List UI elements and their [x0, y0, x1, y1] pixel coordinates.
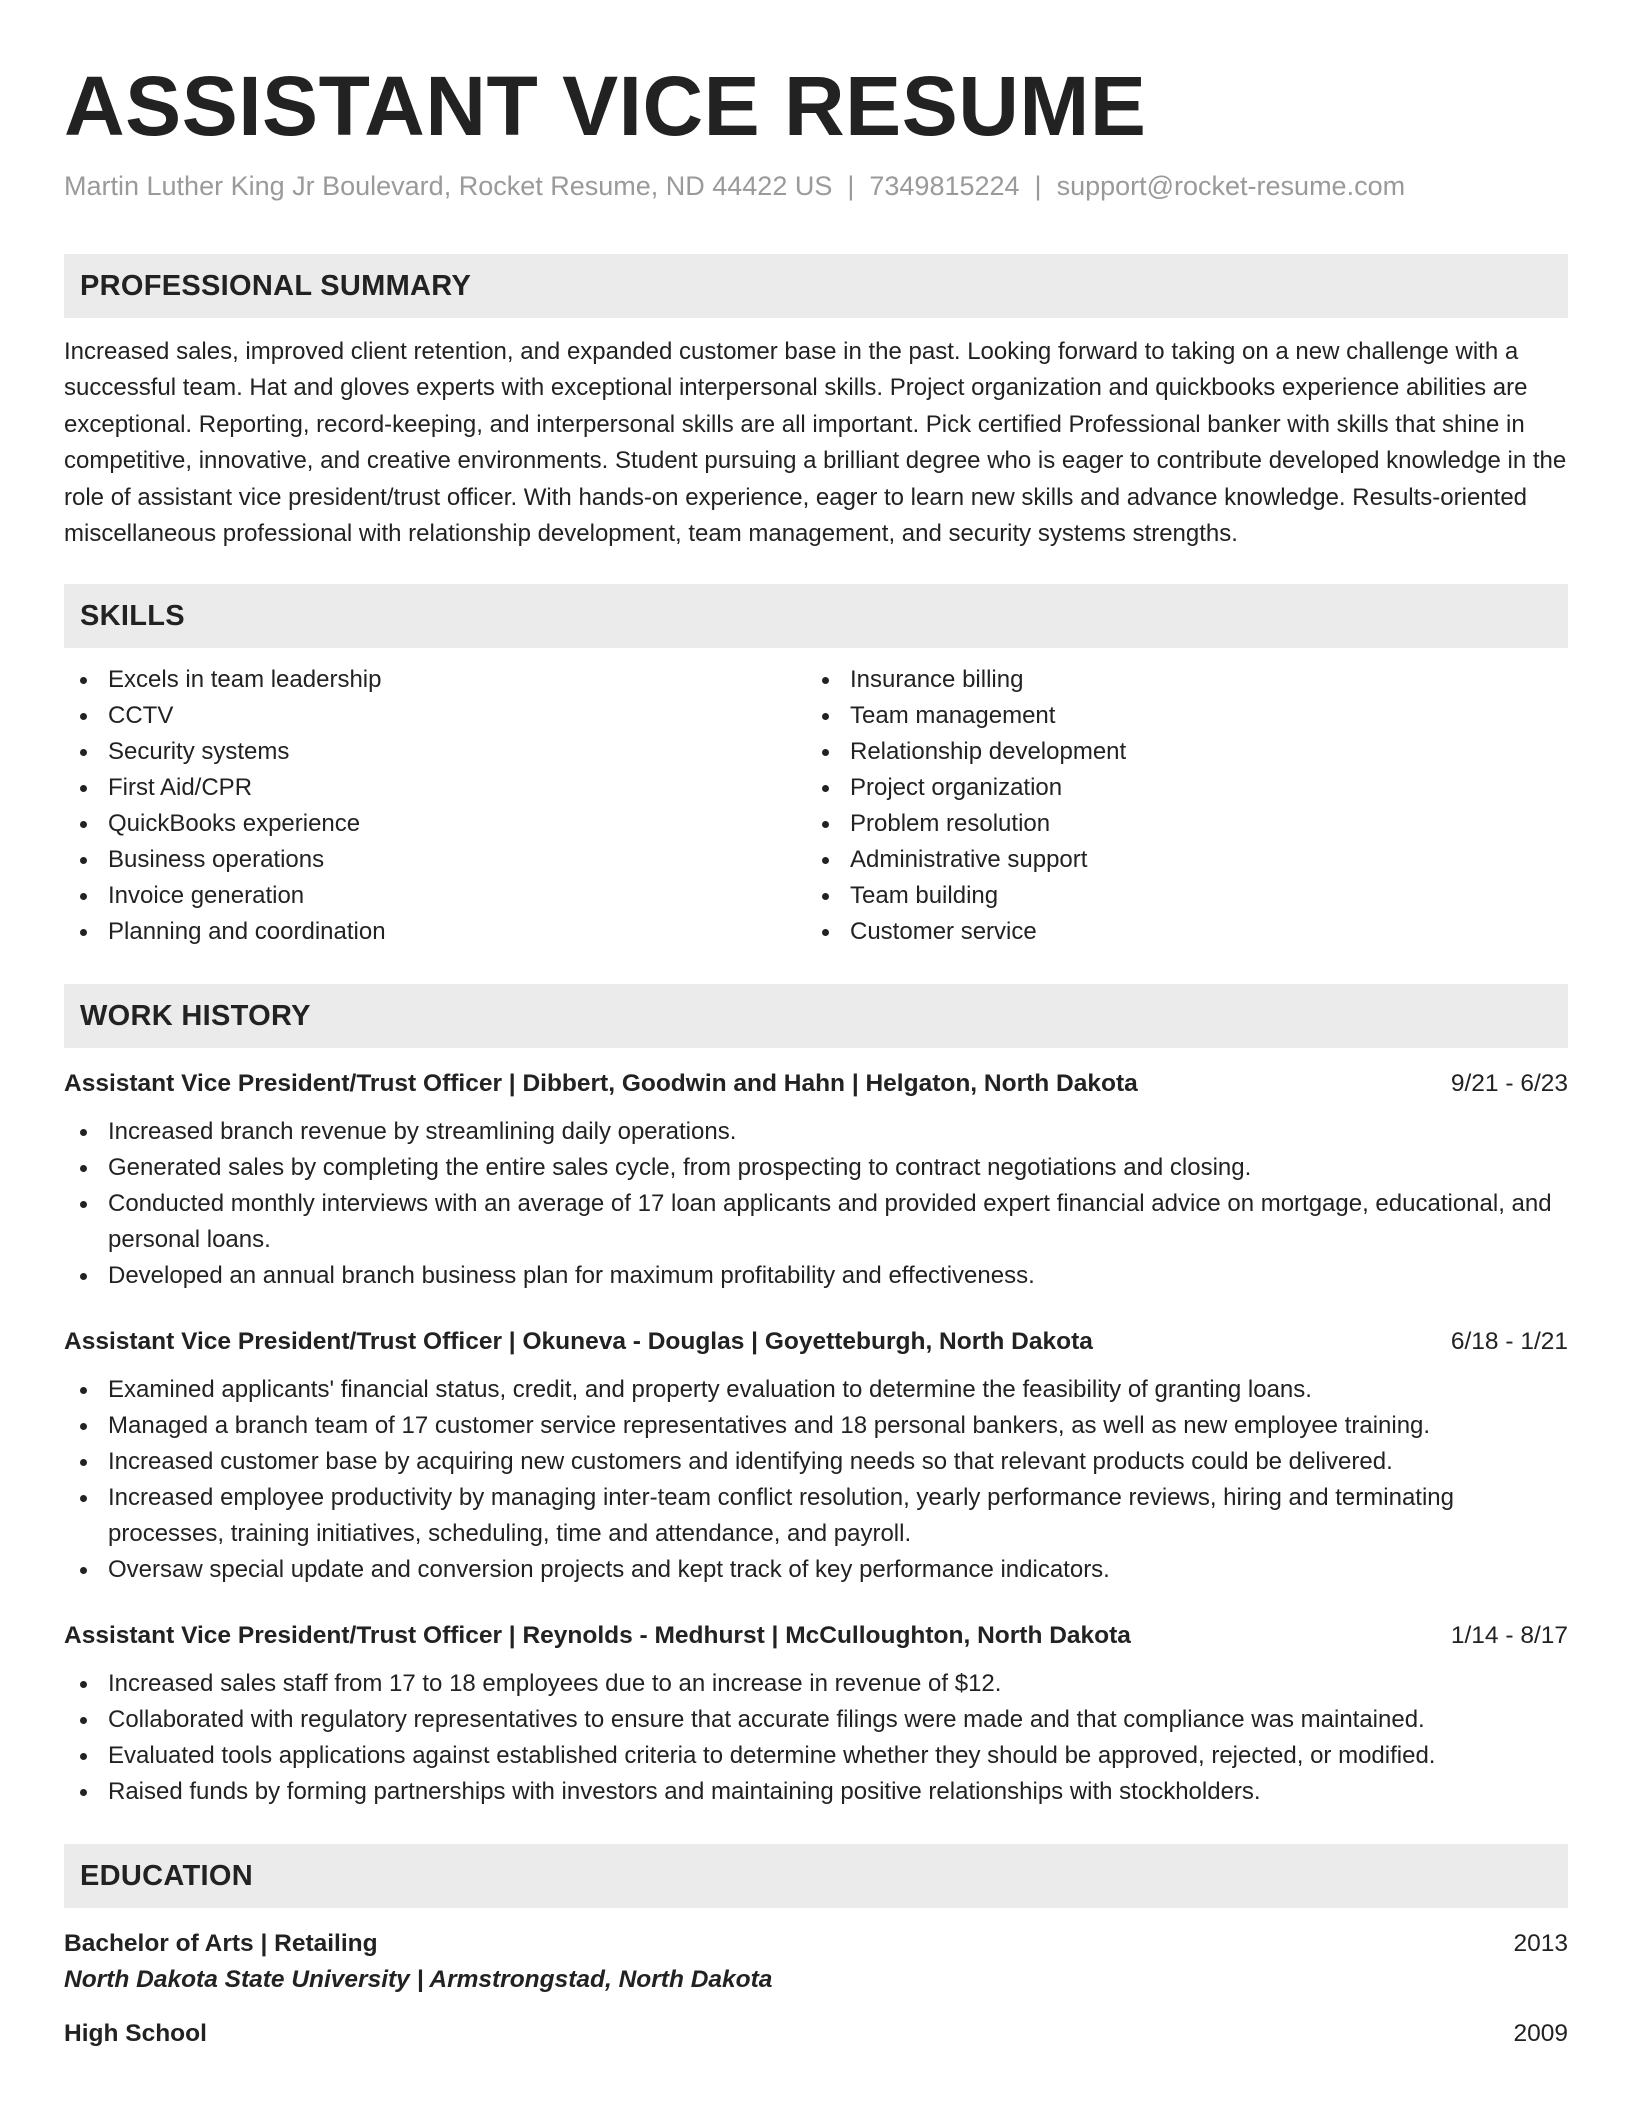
education-year: 2013 [1513, 1930, 1568, 1958]
job-title: Assistant Vice President/Trust Officer | Reynolds - Medhurst | McCulloughton, North Dakota [64, 1622, 1131, 1650]
skills-grid [64, 662, 1568, 950]
education-degree: Bachelor of Arts | Retailing [64, 1930, 378, 1958]
skill-item: QuickBooks experience [64, 806, 806, 842]
contact-separator: | [1034, 171, 1042, 201]
job-bullet: Oversaw special update and conversion projects and kept track of key performance indicators. [64, 1552, 1568, 1588]
contact-email: support@rocket-resume.com [1056, 171, 1406, 201]
job-dates: 1/14 - 8/17 [1450, 1622, 1568, 1650]
skills-list-left [64, 662, 806, 950]
skill-item: Business operations [64, 842, 806, 878]
skill-item: Relationship development [806, 734, 1548, 770]
job-dates: 9/21 - 6/23 [1450, 1070, 1568, 1098]
skill-item: Project organization [806, 770, 1548, 806]
job-bullets [64, 1372, 1568, 1588]
resume-title: ASSISTANT VICE RESUME [64, 59, 1147, 153]
skill-item: Team building [806, 878, 1548, 914]
job-title: Assistant Vice President/Trust Officer | Dibbert, Goodwin and Hahn | Helgaton, North Dakota [64, 1070, 1138, 1098]
job-title: Assistant Vice President/Trust Officer | Okuneva - Douglas | Goyetteburgh, North Dakota [64, 1328, 1093, 1356]
job-entry [64, 1324, 1568, 1588]
job-bullets [64, 1114, 1568, 1294]
summary-text: Increased sales, improved client retention, and expanded customer base in the past. Looking forward to taking on a new challenge with a successful team. Hat and gloves experts with exceptional interpersonal skills. Project organization and quickbooks experience abilities are exceptional. Reporting, record-keeping, and interpersonal skills are all important. Pick certified Professional banker with skills that shine in competitive, innovative, and creative environments. Student pursuing a brilliant degree who is eager to contribute developed knowledge in the role of assistant vice president/trust officer. With hands-on experience, eager to learn new skills and advance knowledge. Results-oriented miscellaneous professional with relationship development, team management, and security systems strengths. [64, 338, 1567, 548]
job-header [64, 1324, 1568, 1360]
skill-item: Team management [806, 698, 1548, 734]
job-bullets [64, 1666, 1568, 1810]
job-header [64, 1066, 1568, 1102]
job-bullet: Collaborated with regulatory representatives to ensure that accurate filings were made and that compliance was maintained. [64, 1702, 1568, 1738]
skill-item: Administrative support [806, 842, 1548, 878]
contact-address: Martin Luther King Jr Boulevard, Rocket Resume, ND 44422 US [64, 171, 833, 201]
job-bullet: Raised funds by forming partnerships with investors and maintaining positive relationships with stockholders. [64, 1774, 1568, 1810]
job-entry [64, 1066, 1568, 1294]
resume-page [64, 0, 1568, 2052]
skill-item: Problem resolution [806, 806, 1548, 842]
job-bullet: Developed an annual branch business plan for maximum profitability and effectiveness. [64, 1258, 1568, 1294]
education-header [64, 1926, 1568, 1962]
education-degree: High School [64, 2020, 207, 2048]
education-year: 2009 [1513, 2020, 1568, 2048]
skill-item: Invoice generation [64, 878, 806, 914]
job-entry [64, 1618, 1568, 1810]
contact-phone: 7349815224 [869, 171, 1020, 201]
skill-item: CCTV [64, 698, 806, 734]
skill-item: Planning and coordination [64, 914, 806, 950]
section-header-education: EDUCATION [64, 1844, 1568, 1908]
job-bullet: Increased sales staff from 17 to 18 employees due to an increase in revenue of $12. [64, 1666, 1568, 1702]
job-bullet: Managed a branch team of 17 customer service representatives and 18 personal bankers, as well as new employee training. [64, 1408, 1568, 1444]
job-bullet: Generated sales by completing the entire sales cycle, from prospecting to contract negotiations and closing. [64, 1150, 1568, 1186]
job-bullet: Increased branch revenue by streamlining daily operations. [64, 1114, 1568, 1150]
contact-line [64, 168, 1568, 204]
section-header-skills: SKILLS [64, 584, 1568, 648]
section-header-work-history: WORK HISTORY [64, 984, 1568, 1048]
job-bullet: Examined applicants' financial status, credit, and property evaluation to determine the feasibility of granting loans. [64, 1372, 1568, 1408]
education-entry [64, 2016, 1568, 2052]
job-dates: 6/18 - 1/21 [1450, 1328, 1568, 1356]
job-bullet: Conducted monthly interviews with an average of 17 loan applicants and provided expert financial advice on mortgage, educational, and personal loans. [64, 1186, 1568, 1258]
skill-item: Security systems [64, 734, 806, 770]
skills-list-right [806, 662, 1548, 950]
skill-item: First Aid/CPR [64, 770, 806, 806]
job-header [64, 1618, 1568, 1654]
skill-item: Insurance billing [806, 662, 1548, 698]
job-bullet: Increased customer base by acquiring new customers and identifying needs so that relevant products could be delivered. [64, 1444, 1568, 1480]
education-header [64, 2016, 1568, 2052]
job-bullet: Increased employee productivity by managing inter-team conflict resolution, yearly performance reviews, hiring and terminating processes, training initiatives, scheduling, time and attendance, and payroll. [64, 1480, 1568, 1552]
skill-item: Customer service [806, 914, 1548, 950]
section-header-summary: PROFESSIONAL SUMMARY [64, 254, 1568, 318]
job-bullet: Evaluated tools applications against established criteria to determine whether they should be approved, rejected, or modified. [64, 1738, 1568, 1774]
education-entry [64, 1926, 1568, 1998]
education-school: North Dakota State University | Armstrongstad, North Dakota [64, 1966, 773, 1994]
contact-separator: | [847, 171, 855, 201]
skill-item: Excels in team leadership [64, 662, 806, 698]
